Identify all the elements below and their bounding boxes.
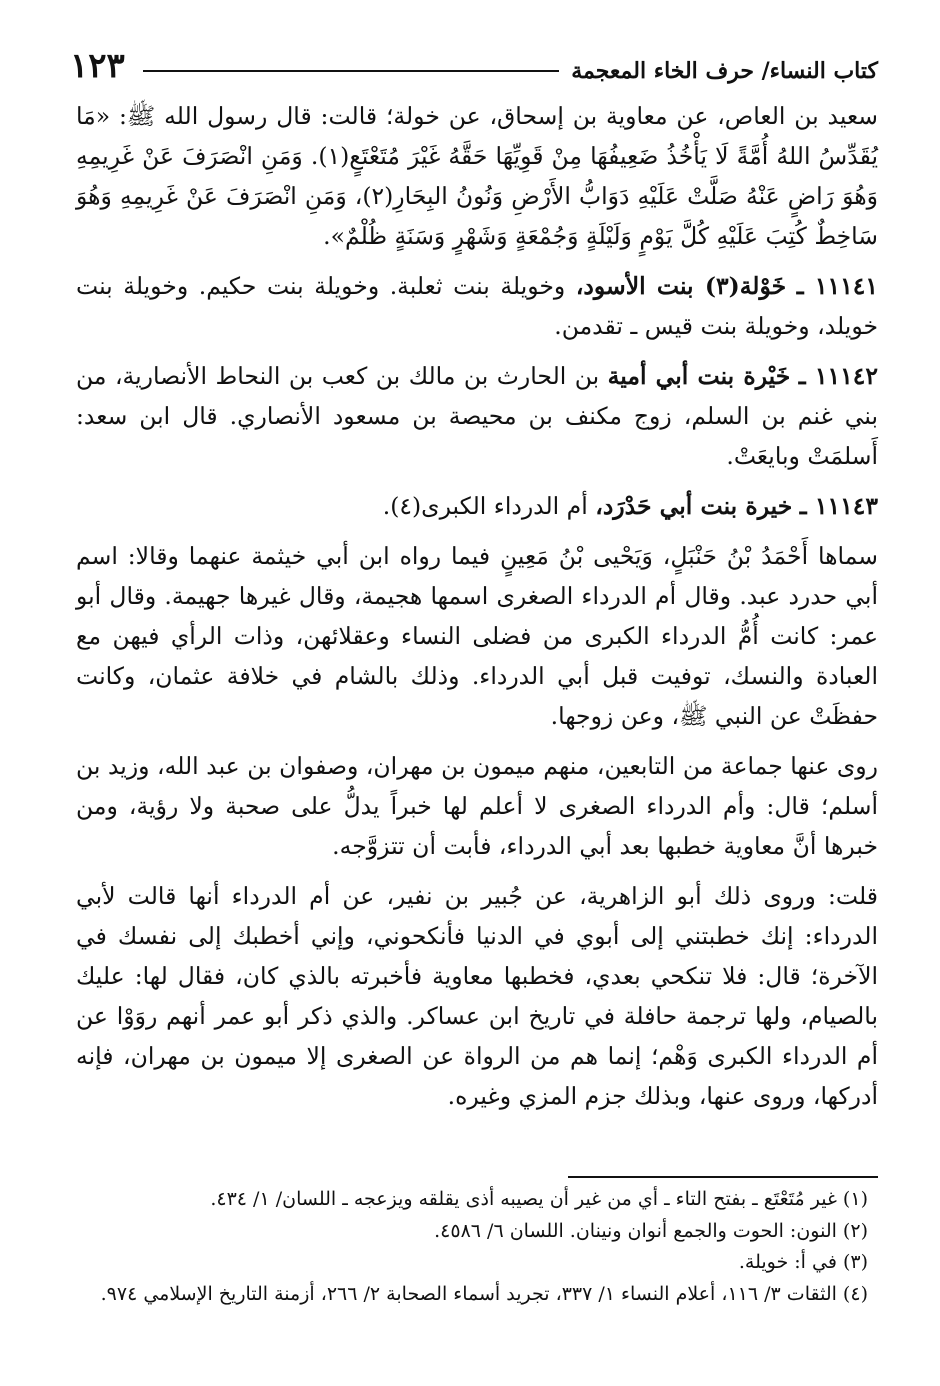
running-title: كتاب النساء/ حرف الخاء المعجمة [571,58,878,84]
entry-text: بن الحارث بن مالك بن كعب بن النحاط الأنصارية، من بني غنم بن السلم، زوج مكنف بن محيصة بن مسعود الأنصاري. قال ابن سعد: أَسلمَتْ وبايعَتْ. [76,362,878,470]
footnote-4: (٤) الثقات ٣/ ١١٦، أعلام النساء ١/ ٣٣٧، تجريد أسماء الصحابة ٢/ ٢٦٦، أزمنة التاريخ الإسلامي ٩٧٤. [100,1282,868,1305]
entry-text: وخويلة بنت ثعلبة. وخويلة بنت حكيم. وخويلة بنت خويلد، وخويلة بنت قيس ـ تقدمن. [76,272,878,340]
entry-number: ١١١٤١ ـ [796,272,878,300]
entry-number: ١١١٤٣ ـ [799,492,878,520]
header-rule [143,70,559,72]
entry-name: خيرة بنت أبي حَدْرَد، [595,492,793,520]
paragraph-narrators: روى عنها جماعة من التابعين، منهم ميمون بن مهران، وصفوان بن عبد الله، وزيد بن أسلم؛ قال: وأم الدرداء الصغرى لا أعلم لها خبراً يدلُّ على صحبة ولا رؤية، ومن خبرها أنَّ معاوية خطبها بعد أبي الدرداء، فأبت أن تتزوَّجه. [76,752,878,860]
paragraph-naming: سماها أَحْمَدُ بْنُ حَنْبَلٍ، وَيَحْيى بْنُ مَعِينٍ فيما رواه ابن أبي خيثمة عنهما وقالا: اسم أبي حدرد عبد. وقال أم الدرداء الصغرى اسمها هجيمة، وقال غيرها جهيمة. وقال أبو عمر: كانت أُمُّ الدرداء الكبرى من فضلى النساء وعقلائهن، وذات الرأي فيهن مع العبادة والنسك، توفيت قبل أبي الدرداء. وذلك بالشام في خلافة عثمان، وكانت حفظَتْ عن النبي ﷺ، وعن زوجها. [76,542,878,730]
entry-11143 [76,486,878,526]
footnotes [76,1184,868,1310]
footnote-3: (٣) في أ: خويلة. [738,1251,868,1273]
paragraph-hadith: سعيد بن العاص، عن معاوية بن إسحاق، عن خولة؛ قالت: قال رسول الله ﷺ: «مَا يُقَدِّسُ اللهُ أُمَّةً لَا يَأْخُذُ ضَعِيفُهَا مِنْ قَوِيِّهَا حَقَّهُ غَيْرَ مُتَعْتَعٍ(١). وَمَنِ انْصَرَفَ عَنْ غَرِيمِهِ وَهُوَ رَاضٍ عَنْهُ صَلَّتْ عَلَيْهِ دَوَابُّ الأَرْضِ وَنُونُ البِحَارِ(٢)، وَمَنِ انْصَرَفَ عَنْ غَرِيمِهِ وَهُوَ سَاخِطٌ كُتِبَ عَلَيْهِ كُلَّ يَوْمٍ وَلَيْلَةٍ وَجُمْعَةٍ وَشَهْرٍ وَسَنَةٍ ظُلْمٌ». [76,102,879,250]
entry-11141 [76,266,878,346]
footnote-2: (٢) النون: الحوت والجمع أنوان ونينان. اللسان ٦/ ٤٥٨٦. [434,1219,868,1242]
main-text [76,96,878,1126]
entry-name: خَيْرة بنت أبي أمية [607,362,791,390]
footnote-separator [568,1176,878,1178]
entry-name: خَوْلة(٣) بنت الأسود، [575,272,787,300]
paragraph-commentary: قلت: وروى ذلك أبو الزاهرية، عن جُبير بن نفير، عن أم الدرداء أنها قالت لأبي الدرداء: إنك خطبتني إلى أبوي في الدنيا فأنكحوني، وإني أخطبك إلى نفسك في الآخرة؛ قال: فلا تنكحي بعدي، فخطبها معاوية فأخبرته بالذي كان، فقال لها: عليك بالصيام، ولها ترجمة حافلة في تاريخ ابن عساكر. والذي ذكر أبو عمر أنهم روَوْا عن أم الدرداء الكبرى وَهْم؛ إنما هم من الرواة عن الصغرى إلا ميمون بن مهران، فإنه أدركها، وروى عنها، وبذلك جزم المزي وغيره. [76,882,878,1110]
page-header [70,40,878,90]
page-number: ١٢٣ [70,46,125,86]
entry-text: أم الدرداء الكبرى(٤). [382,492,588,520]
entry-number: ١١١٤٢ ـ [798,362,878,390]
entry-11142 [76,356,878,476]
footnote-1: (١) غير مُتَعْتَع ـ بفتح التاء ـ أي من غير أن يصيبه أذى يقلقه ويزعجه ـ اللسان/ ١/ ٤٣٤. [210,1188,868,1210]
